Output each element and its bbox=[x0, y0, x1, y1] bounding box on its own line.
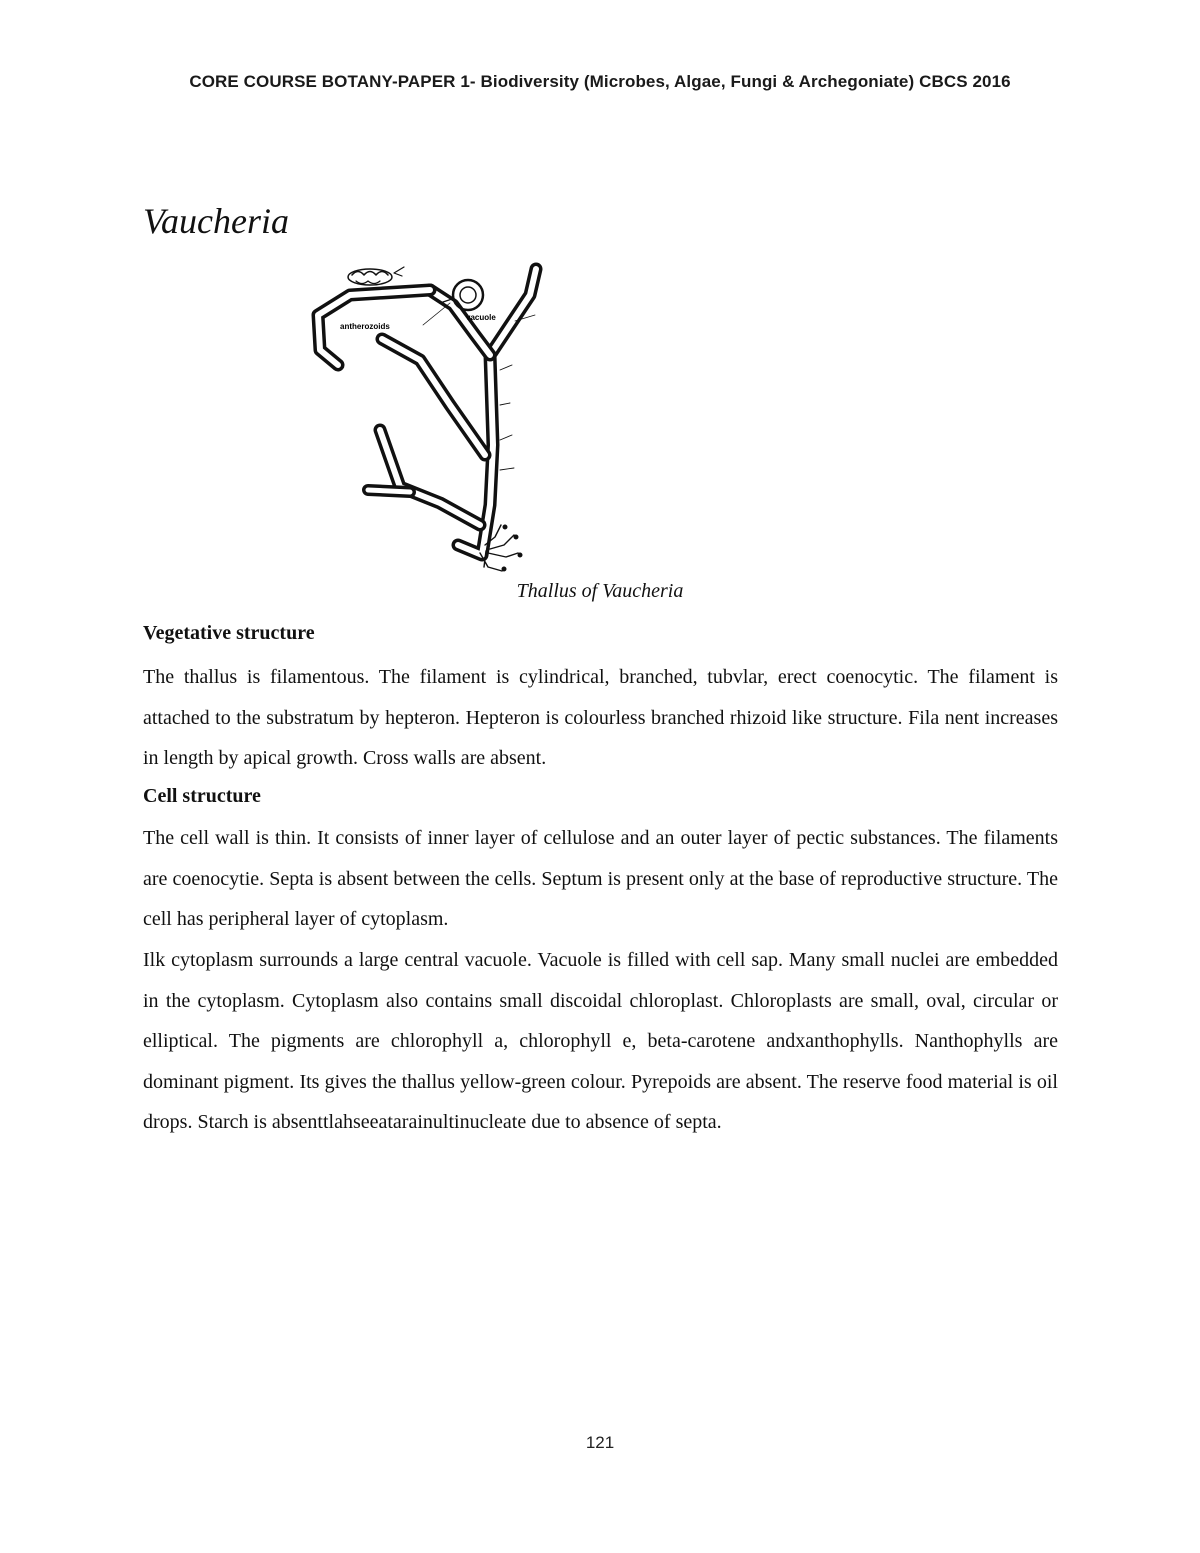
section-heading-vegetative: Vegetative structure bbox=[143, 622, 315, 644]
vaucheria-thallus-figure bbox=[290, 255, 560, 575]
paragraph-cell-1: The cell wall is thin. It consists of inner layer of cellulose and an outer layer of pectic substances. The filaments are coenocytie. Septa is absent between the cells. Septum is present only at the base of reproductive structure. The cell has peripheral layer of cytoplasm. bbox=[143, 827, 1058, 930]
figure-caption: Thallus of Vaucheria bbox=[516, 580, 684, 602]
page-title: Vaucheria bbox=[143, 201, 289, 241]
vacuole-label: vacuole bbox=[466, 313, 496, 322]
page-number: 121 bbox=[585, 1433, 615, 1452]
antherozoids-label: antherozoids bbox=[340, 322, 390, 331]
running-header: CORE COURSE BOTANY-PAPER 1- Biodiversity (Microbes, Algae, Fungi & Archegoniate) CBCS 2016 bbox=[189, 72, 1011, 91]
paragraph-cell-2: Ilk cytoplasm surrounds a large central vacuole. Vacuole is filled with cell sap. Many small nuclei are embedded in the cytoplasm. Cytoplasm also contains small discoidal chloroplast. Chloroplasts are small, oval, circular or elliptical. The pigments are chlorophyll a, chlorophyll e, beta-carotene andxanthophylls. Nanthophylls are dominant pigment. Its gives the thallus yellow-green colour. Pyrepoids are absent. The reserve food material is oil drops. Starch is absenttlahseeatarainultinucleate due to absence of septa. bbox=[143, 949, 1058, 1133]
paragraph-vegetative: The thallus is filamentous. The filament is cylindrical, branched, tubvlar, erect coenocytic. The filament is attached to the substratum by hepteron. Hepteron is colourless branched rhizoid like structure. Fila nent increases in length by apical growth. Cross walls are absent. bbox=[143, 666, 1058, 769]
section-heading-cell: Cell structure bbox=[143, 785, 261, 807]
